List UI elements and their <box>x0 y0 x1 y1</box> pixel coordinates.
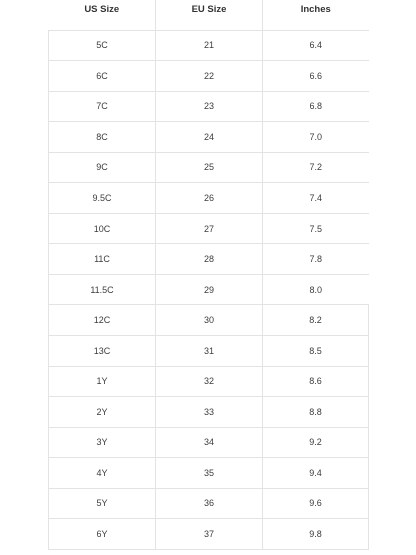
inches-cell: 9.8 <box>263 519 369 550</box>
table-row <box>49 427 369 458</box>
table-row <box>49 122 369 153</box>
us-size-cell: 6C <box>49 61 156 92</box>
eu-size-cell: 28 <box>156 244 263 275</box>
eu-size-cell: 30 <box>156 305 263 336</box>
table-row <box>49 397 369 428</box>
eu-size-cell: 32 <box>156 366 263 397</box>
table-row <box>49 30 369 61</box>
eu-size-cell: 26 <box>156 183 263 214</box>
table-row <box>49 458 369 489</box>
header-inches: Inches <box>263 0 369 30</box>
us-size-cell: 9.5C <box>49 183 156 214</box>
header-eu-size: EU Size <box>156 0 263 30</box>
inches-cell: 8.8 <box>263 397 369 428</box>
eu-size-cell: 25 <box>156 152 263 183</box>
inches-cell: 6.6 <box>263 61 369 92</box>
table-row <box>49 213 369 244</box>
eu-size-cell: 37 <box>156 519 263 550</box>
eu-size-cell: 21 <box>156 30 263 61</box>
eu-size-cell: 31 <box>156 335 263 366</box>
table-row <box>49 91 369 122</box>
us-size-cell: 11.5C <box>49 274 156 305</box>
eu-size-cell: 33 <box>156 397 263 428</box>
table-row <box>49 488 369 519</box>
inches-cell: 7.5 <box>263 213 369 244</box>
table-row <box>49 274 369 305</box>
inches-cell: 8.5 <box>263 335 369 366</box>
table-row <box>49 183 369 214</box>
inches-cell: 9.4 <box>263 458 369 489</box>
inches-cell: 8.0 <box>263 274 369 305</box>
eu-size-cell: 22 <box>156 61 263 92</box>
inches-cell: 9.2 <box>263 427 369 458</box>
inches-cell: 6.4 <box>263 30 369 61</box>
us-size-cell: 8C <box>49 122 156 153</box>
table-row <box>49 61 369 92</box>
us-size-cell: 6Y <box>49 519 156 550</box>
us-size-cell: 5Y <box>49 488 156 519</box>
inches-cell: 8.2 <box>263 305 369 336</box>
inches-cell: 7.0 <box>263 122 369 153</box>
table-row <box>49 152 369 183</box>
us-size-cell: 10C <box>49 213 156 244</box>
us-size-cell: 4Y <box>49 458 156 489</box>
inches-cell: 8.6 <box>263 366 369 397</box>
eu-size-cell: 29 <box>156 274 263 305</box>
us-size-cell: 3Y <box>49 427 156 458</box>
eu-size-cell: 34 <box>156 427 263 458</box>
us-size-cell: 5C <box>49 30 156 61</box>
us-size-cell: 2Y <box>49 397 156 428</box>
inches-cell: 9.6 <box>263 488 369 519</box>
table-row <box>49 366 369 397</box>
us-size-cell: 7C <box>49 91 156 122</box>
us-size-cell: 13C <box>49 335 156 366</box>
us-size-cell: 9C <box>49 152 156 183</box>
table-row <box>49 244 369 275</box>
us-size-cell: 11C <box>49 244 156 275</box>
table-header <box>49 0 369 30</box>
table-body <box>49 30 369 549</box>
us-size-cell: 12C <box>49 305 156 336</box>
inches-cell: 6.8 <box>263 91 369 122</box>
eu-size-cell: 27 <box>156 213 263 244</box>
inches-cell: 7.2 <box>263 152 369 183</box>
table-row <box>49 519 369 550</box>
eu-size-cell: 36 <box>156 488 263 519</box>
us-size-cell: 1Y <box>49 366 156 397</box>
table-row <box>49 305 369 336</box>
table-row <box>49 335 369 366</box>
inches-cell: 7.8 <box>263 244 369 275</box>
header-us-size: US Size <box>49 0 156 30</box>
eu-size-cell: 35 <box>156 458 263 489</box>
size-chart-table <box>48 0 369 550</box>
inches-cell: 7.4 <box>263 183 369 214</box>
eu-size-cell: 23 <box>156 91 263 122</box>
header-row <box>49 0 369 30</box>
eu-size-cell: 24 <box>156 122 263 153</box>
